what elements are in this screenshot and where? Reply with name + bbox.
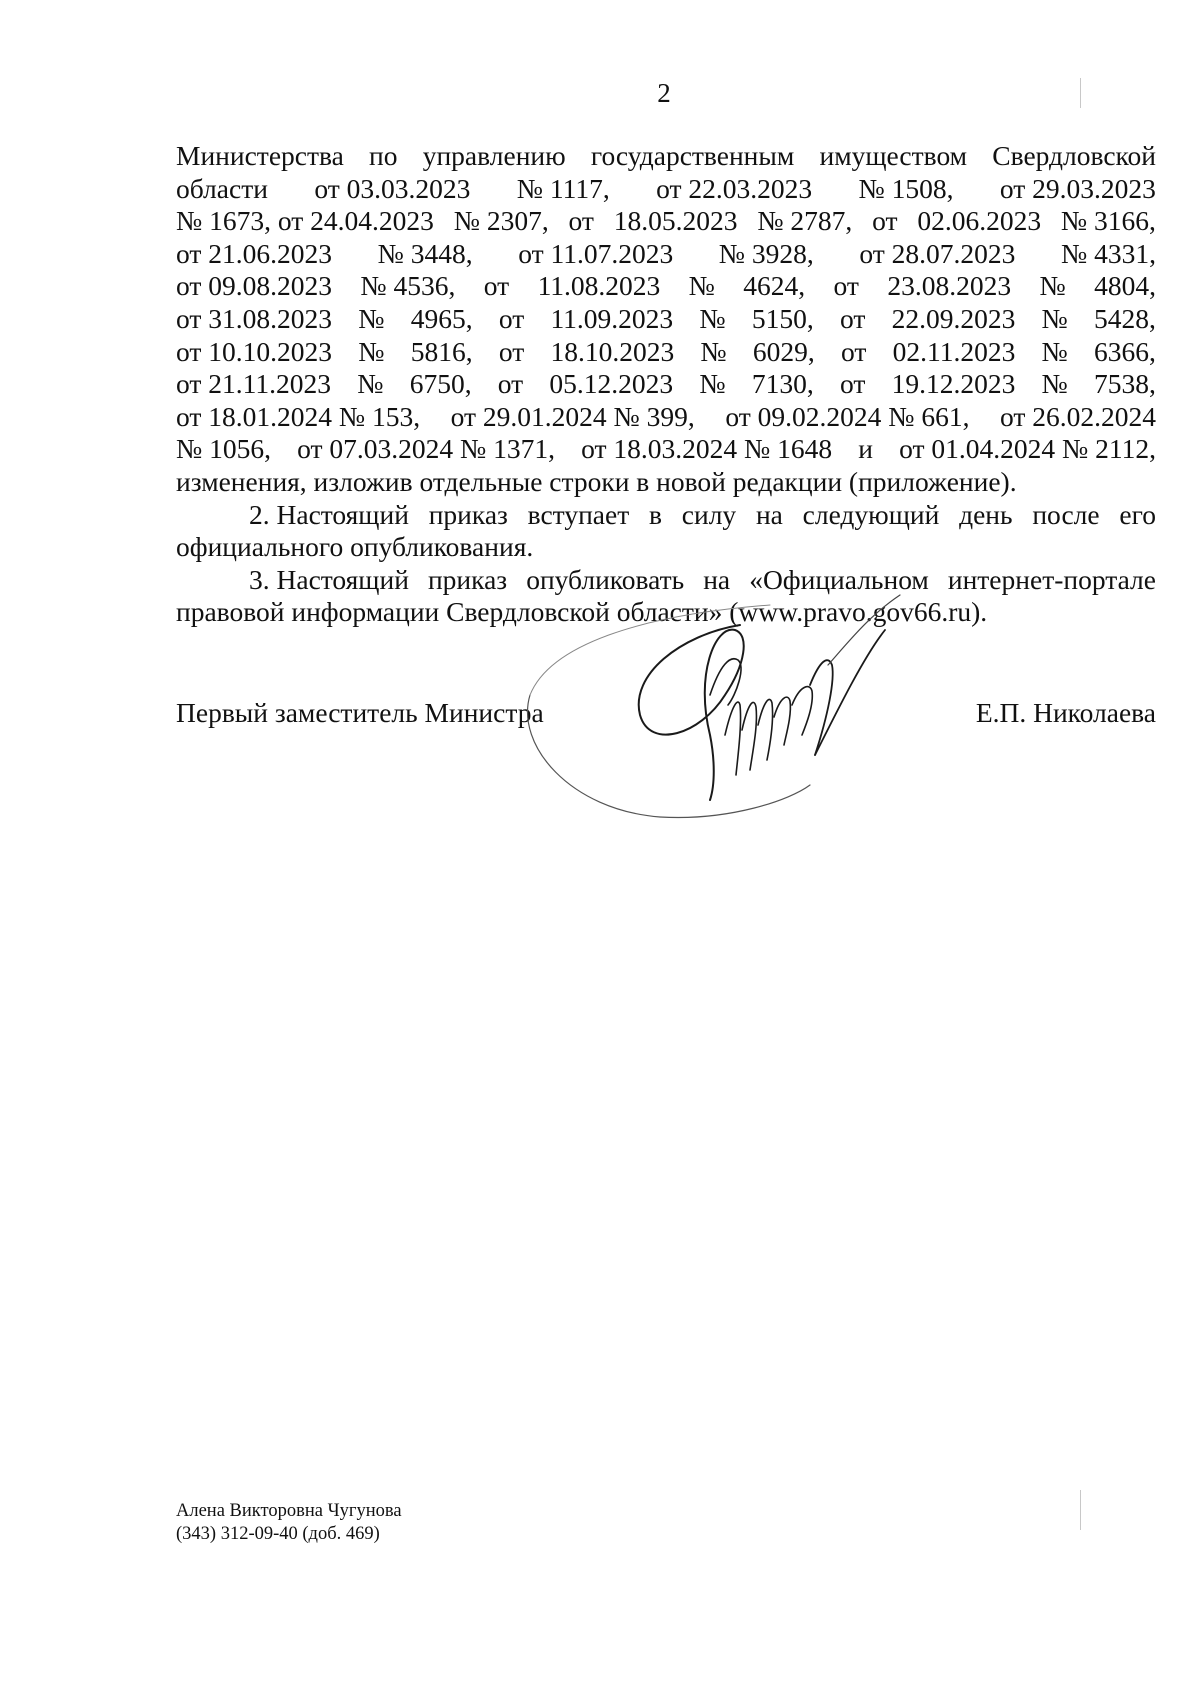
text-line xyxy=(176,336,1156,369)
text-word: от 01.04.2024 № 2112, xyxy=(899,433,1156,465)
text-word: опубликовать xyxy=(526,563,685,595)
signatory-name: Е.П. Николаева xyxy=(975,697,1156,728)
handwritten-signature xyxy=(510,585,970,825)
text-word: 18.10.2023 xyxy=(550,335,675,367)
text-word: 7130, xyxy=(751,368,814,400)
text-word: 11.09.2023 xyxy=(550,302,674,334)
text-line xyxy=(176,140,1156,173)
text-line xyxy=(176,238,1156,271)
text-word: № 3166, xyxy=(1060,205,1156,237)
text-word: от xyxy=(833,270,859,302)
text-word: 4965, xyxy=(410,302,473,334)
text-line: изменения, изложив отдельные строки в новой редакции (приложение). xyxy=(176,465,1017,497)
text-word: от 28.07.2023 xyxy=(859,237,1016,269)
text-word: № 3928, xyxy=(718,237,814,269)
text-word: силу xyxy=(681,498,737,530)
page-number: 2 xyxy=(657,78,671,108)
text-word: области xyxy=(176,172,268,204)
text-word: в xyxy=(649,498,663,530)
text-word: день xyxy=(959,498,1013,530)
text-line xyxy=(176,368,1156,401)
text-word: «Официальном xyxy=(749,563,929,595)
text-word: от 18.01.2024 № 153, xyxy=(176,400,421,432)
text-word: от 22.03.2023 xyxy=(656,172,813,204)
text-line xyxy=(176,205,1156,238)
text-line xyxy=(176,433,1156,466)
text-word: 19.12.2023 xyxy=(891,368,1016,400)
scan-artifact-line xyxy=(1080,78,1081,108)
text-word: приказ xyxy=(428,498,508,530)
text-word: от 29.01.2024 № 399, xyxy=(450,400,695,432)
executor-phone: (343) 312-09-40 (доб. 469) xyxy=(176,1524,380,1544)
text-line xyxy=(176,401,1156,434)
text-word: 4804, xyxy=(1094,270,1156,302)
signatory-title: Первый заместитель Министра xyxy=(176,697,544,728)
text-word: от 07.03.2024 № 1371, xyxy=(297,433,556,465)
text-word: вступает xyxy=(527,498,630,530)
text-word: интернет-портале xyxy=(947,563,1156,595)
text-word: 5150, xyxy=(751,302,814,334)
text-word: 3. Настоящий xyxy=(249,563,409,595)
clause-2-line-2 xyxy=(176,531,1156,564)
scan-artifact-line xyxy=(1080,1490,1081,1530)
text-word: № xyxy=(357,368,384,400)
text-word: от 21.11.2023 xyxy=(176,368,332,400)
text-word: № 1673, от 24.04.2023 xyxy=(176,205,434,237)
text-word: № xyxy=(1041,335,1068,367)
text-word: № xyxy=(699,302,726,334)
text-word: от xyxy=(568,205,594,237)
text-word: 6750, xyxy=(409,368,472,400)
text-word: на xyxy=(703,563,731,595)
text-word: от xyxy=(483,270,510,302)
text-word: от xyxy=(839,302,866,334)
text-word: от 03.03.2023 xyxy=(314,172,471,204)
clause-2-line-1 xyxy=(176,499,1156,532)
text-word: от 11.07.2023 xyxy=(518,237,674,269)
amendment-list-paragraph xyxy=(176,140,1156,466)
text-word: от xyxy=(839,368,866,400)
text-word: по xyxy=(369,140,398,171)
text-word: от 09.08.2023 xyxy=(176,270,333,302)
text-word: от xyxy=(497,368,524,400)
text-word: № xyxy=(700,335,727,367)
text-word: 5816, xyxy=(410,335,473,367)
text-word: 2. Настоящий xyxy=(249,498,409,530)
text-word: № xyxy=(699,368,726,400)
text-word: № xyxy=(688,270,715,302)
text-word: от 10.10.2023 xyxy=(176,335,333,367)
text-word: имуществом xyxy=(819,140,968,171)
text-word: № xyxy=(1039,270,1066,302)
text-word: 6029, xyxy=(752,335,815,367)
text-word: Министерства xyxy=(176,140,344,171)
text-word: № xyxy=(358,335,385,367)
amendment-list-last-line xyxy=(176,466,1156,499)
text-word: 5428, xyxy=(1094,302,1156,334)
text-word: от xyxy=(498,335,525,367)
text-word: № 1508, xyxy=(858,172,954,204)
text-word: 02.11.2023 xyxy=(892,335,1016,367)
text-word: его xyxy=(1119,498,1156,530)
text-word: и xyxy=(858,433,873,465)
executor-name: Алена Викторовна Чугунова xyxy=(176,1501,402,1521)
text-word: № 3448, xyxy=(377,237,473,269)
text-word: следующий xyxy=(802,498,940,530)
text-word: от 26.02.2024 xyxy=(999,400,1156,432)
text-word: № 4536, xyxy=(360,270,456,302)
text-word: государственным xyxy=(590,140,795,171)
text-word: № 4331, xyxy=(1060,237,1156,269)
text-word: от 09.02.2024 № 661, xyxy=(725,400,970,432)
text-word: от xyxy=(872,205,898,237)
text-line: официального опубликования. xyxy=(176,531,534,563)
text-word: от 18.03.2024 № 1648 xyxy=(581,433,833,465)
executor-contact xyxy=(176,1500,402,1546)
text-word: после xyxy=(1032,498,1100,530)
text-word: 02.06.2023 xyxy=(917,205,1042,237)
text-line xyxy=(176,303,1156,336)
text-line xyxy=(176,270,1156,303)
text-word: № xyxy=(358,302,385,334)
text-word: 7538, xyxy=(1094,368,1156,400)
text-word: 23.08.2023 xyxy=(887,270,1012,302)
text-word: 11.08.2023 xyxy=(537,270,661,302)
text-word: 05.12.2023 xyxy=(549,368,674,400)
text-word: 18.05.2023 xyxy=(613,205,738,237)
text-word: от xyxy=(498,302,525,334)
text-word: от 21.06.2023 xyxy=(176,237,333,269)
order-body xyxy=(176,140,1156,629)
text-word: 6366, xyxy=(1094,335,1156,367)
text-word: № 2307, xyxy=(453,205,549,237)
text-word: № 1117, xyxy=(516,172,610,204)
text-word: на xyxy=(755,498,783,530)
text-word: от 31.08.2023 xyxy=(176,302,333,334)
text-word: управлению xyxy=(422,140,566,171)
text-word: 22.09.2023 xyxy=(891,302,1016,334)
text-word: 4624, xyxy=(743,270,806,302)
text-word: № 1056, xyxy=(176,433,271,465)
text-word: приказ xyxy=(427,563,508,595)
text-word: № xyxy=(1041,368,1068,400)
text-word: от xyxy=(840,335,867,367)
text-word: № xyxy=(1041,302,1068,334)
text-line: правовой информации Свердловской области» (www.pravo.gov66.ru). xyxy=(176,596,988,628)
text-line xyxy=(176,173,1156,206)
text-word: Свердловской xyxy=(992,140,1156,171)
text-word: от 29.03.2023 xyxy=(999,172,1156,204)
text-word: № 2787, xyxy=(757,205,853,237)
